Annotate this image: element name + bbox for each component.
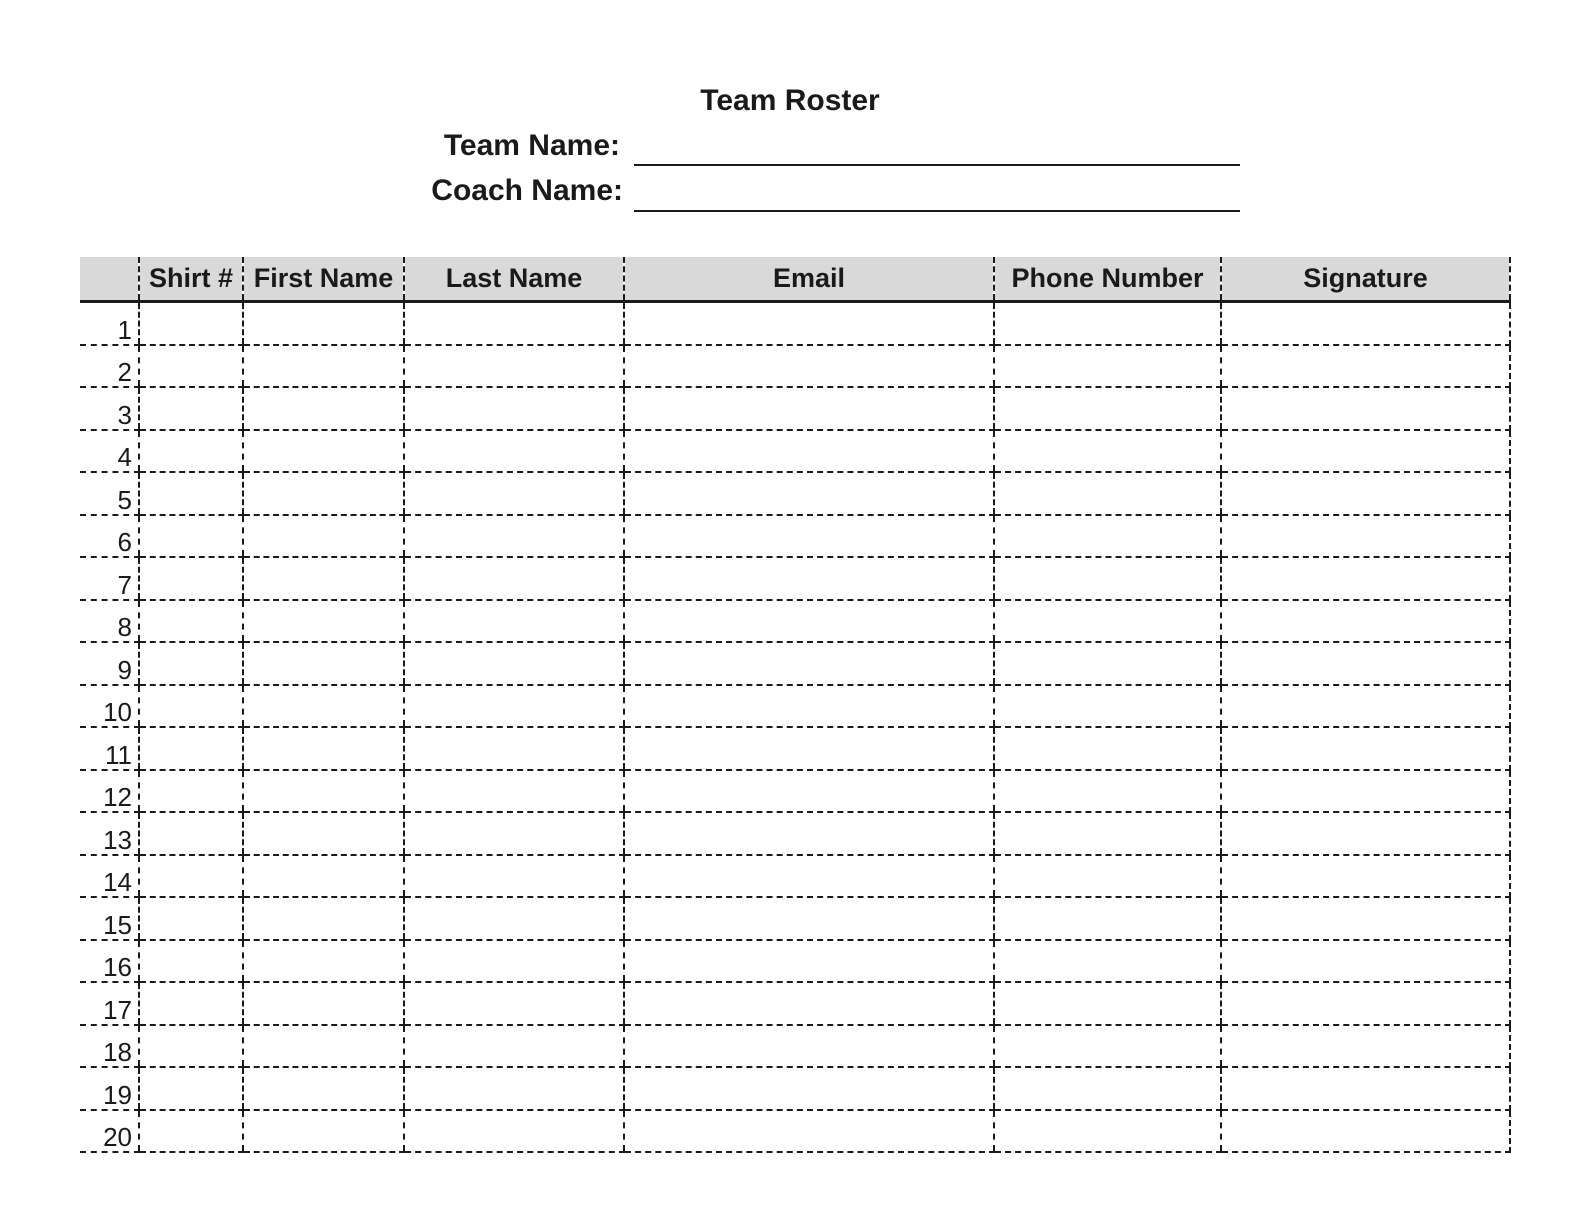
shirt-number-cell[interactable] xyxy=(139,1110,243,1153)
first-name-cell[interactable] xyxy=(243,472,404,515)
signature-cell[interactable] xyxy=(1221,1067,1510,1110)
signature-cell[interactable] xyxy=(1221,855,1510,898)
table-row xyxy=(80,727,1510,770)
email-cell[interactable] xyxy=(624,302,994,345)
first-name-cell[interactable] xyxy=(243,855,404,898)
email-cell[interactable] xyxy=(624,812,994,855)
email-cell[interactable] xyxy=(624,982,994,1025)
row-number: 19 xyxy=(80,1067,139,1110)
signature-cell[interactable] xyxy=(1221,1110,1510,1153)
phone-number-cell[interactable] xyxy=(994,430,1221,473)
signature-cell[interactable] xyxy=(1221,642,1510,685)
signature-cell[interactable] xyxy=(1221,302,1510,345)
table-row xyxy=(80,302,1510,345)
phone-number-cell[interactable] xyxy=(994,812,1221,855)
table-row xyxy=(80,345,1510,388)
shirt-number-cell[interactable] xyxy=(139,685,243,728)
phone-number-cell[interactable] xyxy=(994,982,1221,1025)
first-name-cell[interactable] xyxy=(243,770,404,813)
shirt-number-cell[interactable] xyxy=(139,387,243,430)
header-last-name: Last Name xyxy=(404,257,624,302)
row-number: 18 xyxy=(80,1025,139,1068)
row-number: 20 xyxy=(80,1110,139,1153)
signature-cell[interactable] xyxy=(1221,727,1510,770)
signature-cell[interactable] xyxy=(1221,940,1510,983)
first-name-cell[interactable] xyxy=(243,557,404,600)
phone-number-cell[interactable] xyxy=(994,387,1221,430)
table-row xyxy=(80,897,1510,940)
table-row xyxy=(80,1025,1510,1068)
email-cell[interactable] xyxy=(624,642,994,685)
phone-number-cell[interactable] xyxy=(994,302,1221,345)
first-name-cell[interactable] xyxy=(243,812,404,855)
signature-cell[interactable] xyxy=(1221,430,1510,473)
shirt-number-cell[interactable] xyxy=(139,600,243,643)
row-number: 5 xyxy=(80,472,139,515)
table-row xyxy=(80,430,1510,473)
shirt-number-cell[interactable] xyxy=(139,982,243,1025)
email-cell[interactable] xyxy=(624,600,994,643)
table-row xyxy=(80,642,1510,685)
email-cell[interactable] xyxy=(624,430,994,473)
header-phone-number: Phone Number xyxy=(994,257,1221,302)
table-row xyxy=(80,770,1510,813)
email-cell[interactable] xyxy=(624,557,994,600)
last-name-cell[interactable] xyxy=(404,1025,624,1068)
table-row xyxy=(80,1067,1510,1110)
last-name-cell[interactable] xyxy=(404,557,624,600)
first-name-cell[interactable] xyxy=(243,600,404,643)
row-number: 4 xyxy=(80,430,139,473)
shirt-number-cell[interactable] xyxy=(139,770,243,813)
shirt-number-cell[interactable] xyxy=(139,940,243,983)
signature-cell[interactable] xyxy=(1221,557,1510,600)
page-title-text: Team Roster xyxy=(700,84,880,117)
first-name-cell[interactable] xyxy=(243,1110,404,1153)
phone-number-cell[interactable] xyxy=(994,1025,1221,1068)
signature-cell[interactable] xyxy=(1221,982,1510,1025)
last-name-cell[interactable] xyxy=(404,1110,624,1153)
table-row xyxy=(80,940,1510,983)
email-cell[interactable] xyxy=(624,770,994,813)
phone-number-cell[interactable] xyxy=(994,770,1221,813)
first-name-cell[interactable] xyxy=(243,515,404,558)
last-name-cell[interactable] xyxy=(404,430,624,473)
shirt-number-cell[interactable] xyxy=(139,812,243,855)
email-cell[interactable] xyxy=(624,897,994,940)
last-name-cell[interactable] xyxy=(404,982,624,1025)
table-row xyxy=(80,685,1510,728)
header-first-name: First Name xyxy=(243,257,404,302)
table-row xyxy=(80,982,1510,1025)
table-row xyxy=(80,855,1510,898)
signature-cell[interactable] xyxy=(1221,770,1510,813)
phone-number-cell[interactable] xyxy=(994,600,1221,643)
last-name-cell[interactable] xyxy=(404,685,624,728)
first-name-cell[interactable] xyxy=(243,727,404,770)
last-name-cell[interactable] xyxy=(404,940,624,983)
shirt-number-cell[interactable] xyxy=(139,855,243,898)
first-name-cell[interactable] xyxy=(243,897,404,940)
signature-cell[interactable] xyxy=(1221,685,1510,728)
last-name-cell[interactable] xyxy=(404,727,624,770)
row-number: 15 xyxy=(80,897,139,940)
first-name-cell[interactable] xyxy=(243,940,404,983)
row-number: 13 xyxy=(80,812,139,855)
signature-cell[interactable] xyxy=(1221,897,1510,940)
first-name-cell[interactable] xyxy=(243,345,404,388)
last-name-cell[interactable] xyxy=(404,345,624,388)
phone-number-cell[interactable] xyxy=(994,515,1221,558)
last-name-cell[interactable] xyxy=(404,855,624,898)
header-signature: Signature xyxy=(1221,257,1510,302)
table-row xyxy=(80,557,1510,600)
first-name-cell[interactable] xyxy=(243,302,404,345)
last-name-cell[interactable] xyxy=(404,770,624,813)
last-name-cell[interactable] xyxy=(404,302,624,345)
phone-number-cell[interactable] xyxy=(994,557,1221,600)
last-name-cell[interactable] xyxy=(404,600,624,643)
table-row xyxy=(80,812,1510,855)
row-number: 2 xyxy=(80,345,139,388)
email-cell[interactable] xyxy=(624,1067,994,1110)
phone-number-cell[interactable] xyxy=(994,940,1221,983)
row-number: 1 xyxy=(80,302,139,345)
header-email: Email xyxy=(624,257,994,302)
first-name-cell[interactable] xyxy=(243,982,404,1025)
signature-cell[interactable] xyxy=(1221,472,1510,515)
row-number: 14 xyxy=(80,855,139,898)
email-cell[interactable] xyxy=(624,515,994,558)
roster-body xyxy=(80,302,1510,1153)
coach-name-line[interactable] xyxy=(634,210,1240,212)
shirt-number-cell[interactable] xyxy=(139,345,243,388)
shirt-number-cell[interactable] xyxy=(139,642,243,685)
team-name-label: Team Name: xyxy=(443,129,620,162)
phone-number-cell[interactable] xyxy=(994,855,1221,898)
row-number: 8 xyxy=(80,600,139,643)
phone-number-cell[interactable] xyxy=(994,685,1221,728)
phone-number-cell[interactable] xyxy=(994,897,1221,940)
shirt-number-cell[interactable] xyxy=(139,515,243,558)
first-name-cell[interactable] xyxy=(243,1067,404,1110)
signature-cell[interactable] xyxy=(1221,600,1510,643)
table-row xyxy=(80,472,1510,515)
shirt-number-cell[interactable] xyxy=(139,1025,243,1068)
shirt-number-cell[interactable] xyxy=(139,472,243,515)
shirt-number-cell[interactable] xyxy=(139,897,243,940)
email-cell[interactable] xyxy=(624,345,994,388)
phone-number-cell[interactable] xyxy=(994,472,1221,515)
last-name-cell[interactable] xyxy=(404,515,624,558)
roster-header-row xyxy=(80,257,1510,302)
last-name-cell[interactable] xyxy=(404,642,624,685)
row-number: 16 xyxy=(80,940,139,983)
email-cell[interactable] xyxy=(624,1025,994,1068)
first-name-cell[interactable] xyxy=(243,1025,404,1068)
header-shirt-number: Shirt # xyxy=(139,257,243,302)
first-name-cell[interactable] xyxy=(243,430,404,473)
team-name-line[interactable] xyxy=(634,164,1240,166)
page-title xyxy=(0,84,1588,118)
email-cell[interactable] xyxy=(624,472,994,515)
email-cell[interactable] xyxy=(624,1110,994,1153)
signature-cell[interactable] xyxy=(1221,1025,1510,1068)
first-name-cell[interactable] xyxy=(243,387,404,430)
row-number: 17 xyxy=(80,982,139,1025)
email-cell[interactable] xyxy=(624,940,994,983)
table-row xyxy=(80,1110,1510,1153)
row-number: 7 xyxy=(80,557,139,600)
table-row xyxy=(80,387,1510,430)
email-cell[interactable] xyxy=(624,727,994,770)
row-number: 10 xyxy=(80,685,139,728)
shirt-number-cell[interactable] xyxy=(139,557,243,600)
signature-cell[interactable] xyxy=(1221,812,1510,855)
shirt-number-cell[interactable] xyxy=(139,430,243,473)
phone-number-cell[interactable] xyxy=(994,727,1221,770)
email-cell[interactable] xyxy=(624,387,994,430)
last-name-cell[interactable] xyxy=(404,387,624,430)
roster-table xyxy=(80,257,1511,1153)
coach-name-label: Coach Name: xyxy=(431,174,623,207)
email-cell[interactable] xyxy=(624,855,994,898)
row-number: 11 xyxy=(80,727,139,770)
table-row xyxy=(80,515,1510,558)
first-name-cell[interactable] xyxy=(243,642,404,685)
signature-cell[interactable] xyxy=(1221,387,1510,430)
last-name-cell[interactable] xyxy=(404,812,624,855)
shirt-number-cell[interactable] xyxy=(139,727,243,770)
first-name-cell[interactable] xyxy=(243,685,404,728)
phone-number-cell[interactable] xyxy=(994,642,1221,685)
shirt-number-cell[interactable] xyxy=(139,1067,243,1110)
row-number: 6 xyxy=(80,515,139,558)
signature-cell[interactable] xyxy=(1221,345,1510,388)
email-cell[interactable] xyxy=(624,685,994,728)
row-number: 9 xyxy=(80,642,139,685)
table-row xyxy=(80,600,1510,643)
header-row-number xyxy=(80,257,139,302)
last-name-cell[interactable] xyxy=(404,1067,624,1110)
phone-number-cell[interactable] xyxy=(994,1067,1221,1110)
row-number: 12 xyxy=(80,770,139,813)
last-name-cell[interactable] xyxy=(404,897,624,940)
signature-cell[interactable] xyxy=(1221,515,1510,558)
row-number: 3 xyxy=(80,387,139,430)
shirt-number-cell[interactable] xyxy=(139,302,243,345)
phone-number-cell[interactable] xyxy=(994,345,1221,388)
phone-number-cell[interactable] xyxy=(994,1110,1221,1153)
last-name-cell[interactable] xyxy=(404,472,624,515)
